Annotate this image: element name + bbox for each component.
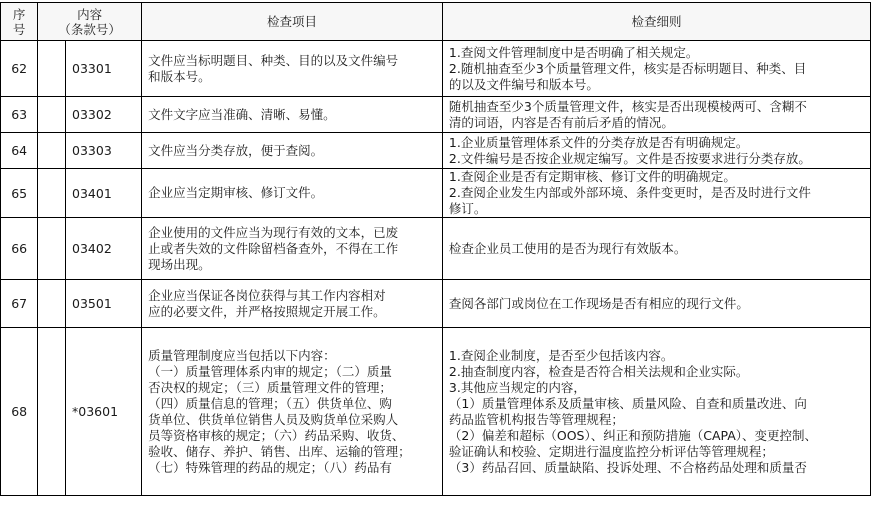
clause-code: *03601	[66, 328, 142, 496]
blank-cell	[38, 328, 66, 496]
item-text-line: （七）特殊管理的药品的规定；（八）药品有	[148, 459, 392, 475]
inspection-item	[142, 41, 443, 97]
clause-code: 03401	[66, 169, 142, 218]
clause-code: 03501	[66, 280, 142, 328]
row-number: 66	[1, 218, 38, 280]
detail-text-line: 2.查阅企业发生内部或外部环境、条件变更时，是否及时进行文件	[448, 185, 811, 200]
detail-text-line: 检查企业员工使用的是否为现行有效版本。	[448, 240, 687, 256]
detail-text-line: 1.企业质量管理体系文件的分类存放是否有明确规定。	[448, 134, 749, 150]
item-text-line: 企业应当保证各岗位获得与其工作内容相对	[148, 287, 386, 303]
clause-code: 03303	[66, 133, 142, 169]
detail-text-line: 清的词语，内容是否有前后矛盾的情况。	[448, 114, 674, 130]
detail-text-line: 验证确认和校验、定期进行温度监控分析评估等管理规程；	[448, 443, 774, 459]
inspection-detail	[442, 280, 870, 328]
inspection-detail	[442, 133, 870, 169]
inspection-item	[142, 97, 443, 133]
table-row	[1, 328, 871, 496]
item-text-line: （一）质量管理体系内审的规定；（二）质量	[148, 363, 392, 379]
blank-cell	[38, 133, 66, 169]
item-text-line: 企业应当定期审核、修订文件。	[148, 185, 324, 200]
inspection-detail	[442, 328, 870, 496]
item-text-line: 文件应当分类存放，便于查阅。	[148, 142, 324, 158]
item-text-line: 文件应当标明题目、种类、目的以及文件编号	[148, 52, 399, 68]
table-row	[1, 169, 871, 218]
item-text-line: 否决权的规定；（三）质量管理文件的管理；	[148, 379, 392, 395]
inspection-detail	[442, 218, 870, 280]
item-text-line: 应的必要文件，并严格按照规定开展工作。	[148, 303, 386, 319]
row-number: 65	[1, 169, 38, 218]
table-row	[1, 97, 871, 133]
item-text-line: 质量管理制度应当包括以下内容：	[148, 347, 336, 363]
detail-text-line: （3）药品召回、质量缺陷、投诉处理、不合格药品处理和质量否	[448, 459, 807, 475]
item-text-line: 员等资格审核的规定；（六）药品采购、收货、	[148, 427, 405, 443]
clause-code: 03301	[66, 41, 142, 97]
blank-cell	[38, 218, 66, 280]
detail-text-line: 修订。	[448, 201, 487, 216]
item-text-line: 验收、储存、养护、销售、出库、运输的管理；	[148, 443, 411, 459]
detail-text-line: 查阅各部门或岗位在工作现场是否有相应的现行文件。	[448, 295, 749, 311]
row-number: 62	[1, 41, 38, 97]
header-item: 检查项目	[142, 3, 443, 41]
table-row	[1, 41, 871, 97]
item-text-line: 和版本号。	[148, 68, 211, 84]
blank-cell	[38, 41, 66, 97]
row-number: 64	[1, 133, 38, 169]
item-text-line: 现场出现。	[148, 256, 211, 272]
table-row	[1, 280, 871, 328]
detail-text-line: 2.随机抽查至少3个质量管理文件，核实是否标明题目、种类、目	[448, 60, 807, 76]
table-body	[1, 41, 871, 496]
item-text-line: 企业使用的文件应当为现行有效的文本，已废	[148, 224, 399, 240]
inspection-item	[142, 280, 443, 328]
row-number: 68	[1, 328, 38, 496]
detail-text-line: 的以及文件编号和版本号。	[448, 76, 599, 92]
detail-text-line: 2.抽查制度内容，检查是否符合相关法规和企业实际。	[448, 363, 749, 379]
item-text-line: 止或者失效的文件除留档备查外，不得在工作	[148, 240, 399, 256]
table-row	[1, 133, 871, 169]
header-row	[1, 3, 871, 41]
inspection-detail	[442, 97, 870, 133]
detail-text-line: 1.查阅文件管理制度中是否明确了相关规定。	[448, 44, 699, 60]
header-detail: 检查细则	[442, 3, 870, 41]
inspection-detail	[442, 41, 870, 97]
detail-text-line: 3.其他应当规定的内容，	[448, 379, 586, 395]
blank-cell	[38, 280, 66, 328]
inspection-table	[0, 2, 871, 496]
inspection-item	[142, 218, 443, 280]
clause-code: 03402	[66, 218, 142, 280]
header-no: 序 号	[1, 3, 38, 41]
blank-cell	[38, 97, 66, 133]
row-number: 63	[1, 97, 38, 133]
detail-text-line: 1.查阅企业制度，是否至少包括该内容。	[448, 347, 674, 363]
inspection-detail	[442, 169, 870, 218]
blank-cell	[38, 169, 66, 218]
inspection-item	[142, 133, 443, 169]
detail-text-line: 随机抽查至少3个质量管理文件，核实是否出现模棱两可、含糊不	[448, 98, 807, 114]
detail-text-line: 2.文件编号是否按企业规定编写。文件是否按要求进行分类存放。	[448, 150, 811, 166]
item-text-line: 文件文字应当准确、清晰、易懂。	[148, 106, 336, 122]
item-text-line: （四）质量信息的管理；（五）供货单位、购	[148, 395, 392, 411]
row-number: 67	[1, 280, 38, 328]
clause-code: 03302	[66, 97, 142, 133]
table-row	[1, 218, 871, 280]
item-text-line: 货单位、供货单位销售人员及购货单位采购人	[148, 411, 399, 427]
detail-text-line: 1.查阅企业是否有定期审核、修订文件的明确规定。	[448, 169, 736, 184]
header-content: 内容 （条款号）	[38, 3, 142, 41]
detail-text-line: （2）偏差和超标（OOS）、纠正和预防措施（CAPA）、变更控制、	[448, 427, 818, 443]
detail-text-line: （1）质量管理体系及质量审核、质量风险、自查和质量改进、向	[448, 395, 807, 411]
detail-text-line: 药品监管机构报告等管理规程；	[448, 411, 624, 427]
inspection-item	[142, 328, 443, 496]
inspection-item	[142, 169, 443, 218]
